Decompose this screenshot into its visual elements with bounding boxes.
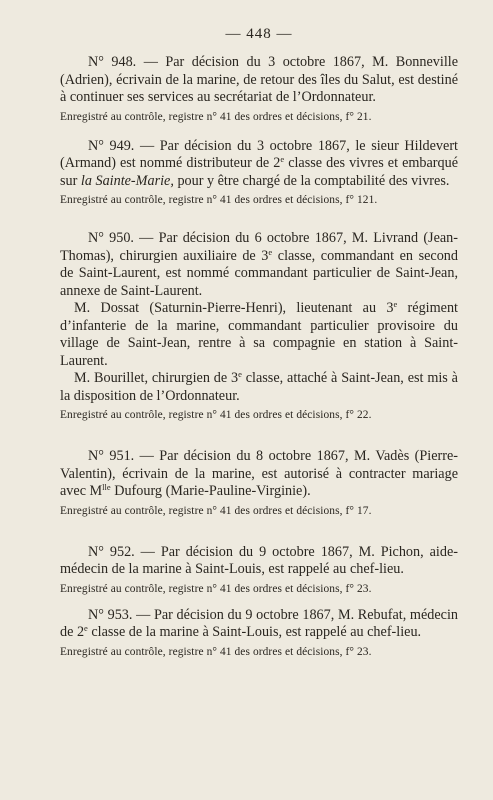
registration-note: Enregistré au contrôle, registre n° 41 des ordres et décisions, f° 23. xyxy=(60,645,372,658)
registration-note: Enregistré au contrôle, registre n° 41 des ordres et décisions, f° 121. xyxy=(60,194,378,206)
decision-paragraph: N° 952. — Par décision du 9 octobre 1867, M. Pichon, aide-médecin de la marine à Saint-Louis, est rappelé au chef-lieu. xyxy=(60,543,458,577)
decision-entry-950 xyxy=(60,230,458,423)
decision-paragraph: N° 948. — Par décision du 3 octobre 1867, M. Bonneville (Adrien), écrivain de la marine, de retour des îles du Salut, est destiné à continuer ses services au secrétariat de l’Ordonnateur. xyxy=(60,54,458,105)
decision-entry-949 xyxy=(60,138,458,209)
ship-name: la Sainte-Marie, xyxy=(80,172,174,189)
registration-note: Enregistré au contrôle, registre n° 41 des ordres et décisions, f° 22. xyxy=(60,409,372,421)
registration-note: Enregistré au contrôle, registre n° 41 des ordres et décisions, f° 23. xyxy=(60,582,372,595)
page-number: — 448 — xyxy=(225,26,293,42)
decision-paragraph: N° 951. — Par décision du 8 octobre 1867, M. Vadès (Pierre-Valentin), écrivain de la marine, est autorisé à contracter mariage avec $M^{lle}$ Dufourg (Marie-Pauline-Virginie). xyxy=(60,448,458,499)
decision-entry-953 xyxy=(60,607,458,660)
decision-paragraph: N° 949. — Par décision du 3 octobre 1867, le sieur Hildevert (Armand) est nommé distributeur de 2e classe des vivres et embarqué sur la Sainte-Marie, pour y être chargé de la comptabilité des vivres. xyxy=(60,137,458,189)
decision-paragraph: M. Dossat (Saturnin-Pierre-Henri), lieutenant au 3e régiment d’infanterie de la marine, commandant particulier provisoire du village de Saint-Jean, rentre à sa compagnie en station à Saint-Laurent. xyxy=(60,299,458,369)
decision-paragraph: N° 953. — Par décision du 9 octobre 1867, M. Rebufat, médecin de 2e classe de la marine à Saint-Louis, est rappelé au chef-lieu. xyxy=(60,606,458,640)
decision-entry-952 xyxy=(60,544,458,597)
registration-note: Enregistré au contrôle, registre n° 41 des ordres et décisions, f° 21. xyxy=(60,110,372,123)
decision-paragraph: M. Bourillet, chirurgien de 3e classe, attaché à Saint-Jean, est mis à la disposition de l’Ordonnateur. xyxy=(60,369,458,404)
decision-paragraph: N° 950. — Par décision du 6 octobre 1867, M. Livrand (Jean-Thomas), chirurgien auxiliaire de 3e classe, commandant en second de Saint-Laurent, est nommé commandant particulier de Saint-Jean, annexe de Saint-Laurent. xyxy=(60,230,458,299)
decision-entry-948 xyxy=(60,54,458,125)
registration-note: Enregistré au contrôle, registre n° 41 des ordres et décisions, f° 17. xyxy=(60,504,372,517)
decision-entry-951 xyxy=(60,448,458,519)
